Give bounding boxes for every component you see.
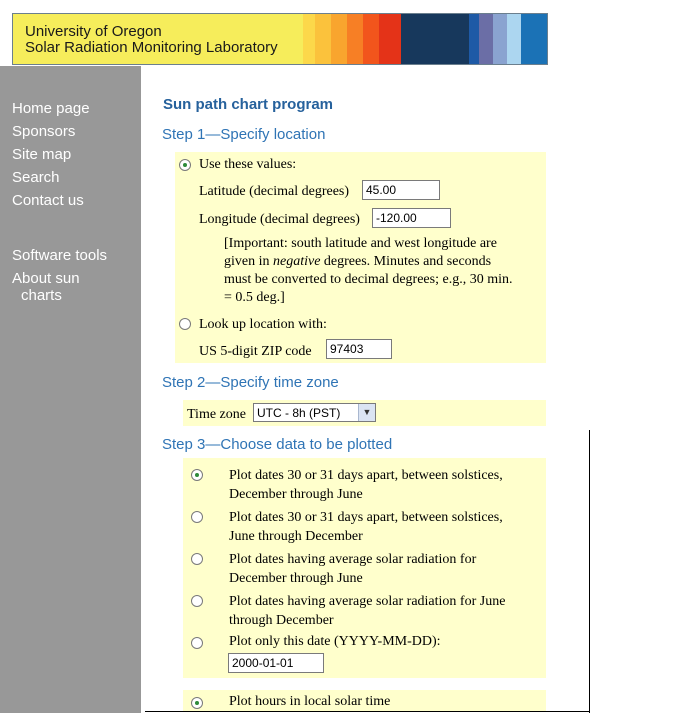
opt1-line-2: December through June — [229, 487, 363, 502]
local-solar-time-radio[interactable] — [191, 697, 203, 709]
local-solar-time-label: Plot hours in local solar time — [229, 694, 391, 709]
timezone-label: Time zone — [187, 407, 246, 422]
plot-option-4-label — [229, 592, 505, 630]
banner-line-1: University of Oregon — [25, 23, 162, 40]
latitude-label: Latitude (decimal degrees) — [199, 184, 350, 199]
plot-option-2-radio[interactable] — [191, 511, 203, 523]
nav-about-line-2: charts — [21, 287, 62, 304]
timezone-select[interactable] — [253, 403, 376, 422]
plot-option-1-radio[interactable] — [191, 469, 203, 481]
nav-sponsors-link[interactable]: Sponsors — [12, 123, 76, 140]
plot-option-1-label — [229, 466, 503, 504]
plot-option-5-radio[interactable] — [191, 637, 203, 649]
use-values-radio[interactable] — [179, 159, 191, 171]
opt3-line-1: Plot dates having average solar radiation for — [229, 552, 477, 567]
nav-search-link[interactable]: Search — [12, 169, 60, 186]
banner-line-2: Solar Radiation Monitoring Laboratory — [25, 39, 278, 56]
note-line-3: must be converted to decimal degrees; e.g., 30 min. — [224, 272, 513, 287]
step3-heading: Step 3—Choose data to be plotted — [162, 436, 393, 453]
opt1-line-1: Plot dates 30 or 31 days apart, between solstices, — [229, 468, 503, 483]
longitude-label: Longitude (decimal degrees) — [199, 212, 360, 227]
note-line-1: [Important: south latitude and west longitude are — [224, 236, 497, 251]
lookup-location-label: Look up location with: — [199, 317, 327, 332]
site-banner[interactable] — [12, 13, 548, 65]
chevron-down-icon[interactable]: ▼ — [358, 404, 375, 421]
step1-heading: Step 1—Specify location — [162, 126, 331, 143]
coordinate-note — [224, 235, 512, 307]
timezone-selected-value: UTC - 8h (PST) — [257, 406, 341, 420]
plot-option-4-radio[interactable] — [191, 595, 203, 607]
use-values-label: Use these values: — [199, 157, 297, 172]
plot-option-2-label — [229, 508, 503, 546]
opt4-line-1: Plot dates having average solar radiation for June — [229, 594, 506, 609]
latitude-input[interactable] — [362, 180, 440, 200]
note-line-2 — [224, 253, 512, 271]
note-line-2b: negative — [273, 254, 321, 269]
frame-bottom-border — [145, 711, 590, 712]
step2-heading: Step 2—Specify time zone — [162, 374, 339, 391]
opt2-line-2: June through December — [229, 529, 363, 544]
note-line-2a: given in — [224, 254, 273, 269]
opt2-line-1: Plot dates 30 or 31 days apart, between solstices, — [229, 510, 503, 525]
sidebar — [0, 66, 141, 713]
opt4-line-2: through December — [229, 613, 334, 628]
nav-software-tools-link[interactable]: Software tools — [12, 247, 108, 264]
date-input[interactable] — [228, 653, 324, 673]
zip-input[interactable] — [326, 339, 392, 359]
plot-option-3-radio[interactable] — [191, 553, 203, 565]
nav-about-line-1: About sun — [12, 270, 80, 287]
note-line-4: = 0.5 deg.] — [224, 290, 285, 305]
nav-home-link[interactable]: Home page — [12, 100, 90, 117]
banner-title — [25, 24, 278, 56]
plot-option-5-label: Plot only this date (YYYY-MM-DD): — [229, 634, 441, 649]
lookup-location-radio[interactable] — [179, 318, 191, 330]
opt3-line-2: December through June — [229, 571, 363, 586]
longitude-input[interactable] — [372, 208, 451, 228]
note-line-2c: degrees. Minutes and seconds — [320, 254, 492, 269]
nav-about-sun-charts-link[interactable] — [12, 270, 80, 304]
zip-label: US 5-digit ZIP code — [199, 344, 312, 359]
frame-right-border — [589, 430, 590, 713]
plot-option-3-label — [229, 550, 476, 588]
page-title: Sun path chart program — [163, 96, 334, 113]
nav-sitemap-link[interactable]: Site map — [12, 146, 72, 163]
nav-contact-link[interactable]: Contact us — [12, 192, 84, 209]
